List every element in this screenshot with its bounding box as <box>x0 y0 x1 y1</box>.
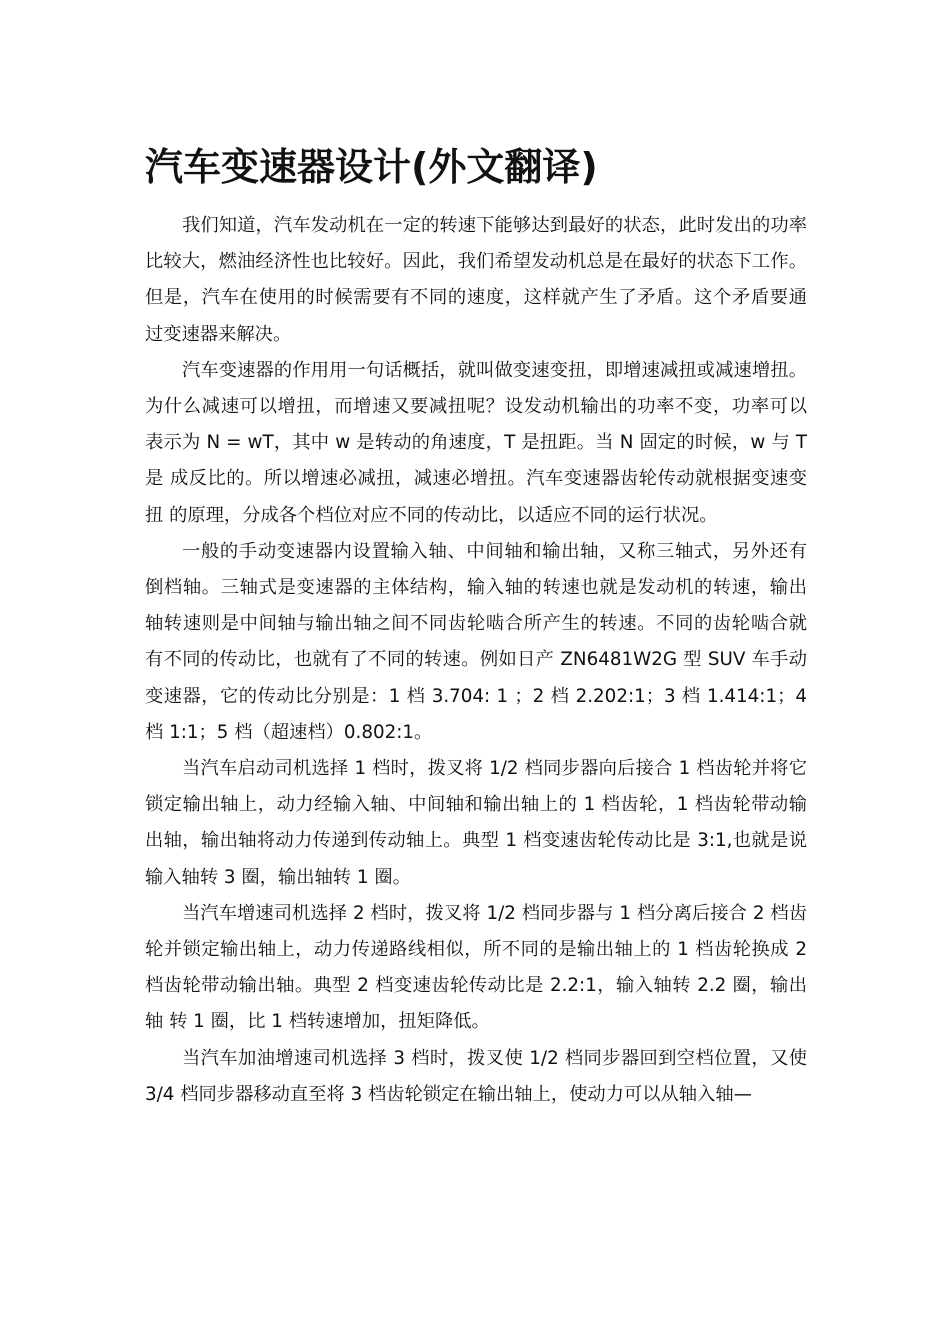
paragraph-6: 当汽车加油增速司机选择 3 档时，拨叉使 1/2 档同步器回到空档位置，又使 3/4 档同步器移动直至将 3 档齿轮锁定在输出轴上，使动力可以从轴入轴— <box>145 1047 807 1105</box>
document-body <box>145 138 807 1113</box>
paragraph-4: 当汽车启动司机选择 1 档时，拨叉将 1/2 档同步器向后接合 1 档齿轮并将它 锁定输出轴上，动力经输入轴、中间轴和输出轴上的 1 档齿轮，1 档齿轮带动输 出轴，输出轴将动力传递到传动轴上。典型 1 档变速齿轮传动比是 3:1,也就是说输入轴转 3 圈，输出轴转 1 圈。 <box>145 758 807 888</box>
paragraph-2: 汽车变速器的作用用一句话概括，就叫做变速变扭，即增速减扭或减速增扭。 为什么减速可以增扭，而增速又要减扭呢？设发动机输出的功率不变，功率可以 表示为 N = wT，其中 w 是转动的角速度，T 是扭距。当 N 固定的时候，w 与 T 是 成反比的。所以增速必减扭，减速必增扭。汽车变速器齿轮传动就根据变速变扭 的原理，分成各个档位对应不同的传动比，以适应不同的运行状况。 <box>145 359 807 526</box>
paragraph-3: 一般的手动变速器内设置输入轴、中间轴和输出轴，又称三轴式，另外还有 倒档轴。三轴式是变速器的主体结构，输入轴的转速也就是发动机的转速，输出 轴转速则是中间轴与输出轴之间不同齿轮啮合所产生的转速。不同的齿轮啮合就 有不同的传动比，也就有了不同的转速。例如日产 ZN6481W2G 型 SUV 车手动 变速器，它的传动比分别是：1 档 3.704: 1 ；2 档 2.202:1；3 档 1.414:1；4 档 1:1；5 档（超速档）0.802:1。 <box>145 540 807 743</box>
document-title: 汽车变速器设计(外文翻译) <box>145 145 598 189</box>
paragraph-5: 当汽车增速司机选择 2 档时，拨叉将 1/2 档同步器与 1 档分离后接合 2 档齿 轮并锁定输出轴上，动力传递路线相似，所不同的是输出轴上的 1 档齿轮换成 2 档齿轮带动输出轴。典型 2 档变速齿轮传动比是 2.2:1，输入轴转 2.2 圈，输出轴 转 1 圈，比 1 档转速增加，扭矩降低。 <box>145 902 807 1033</box>
paragraph-1: 我们知道，汽车发动机在一定的转速下能够达到最好的状态，此时发出的功率比较大，燃油经济性也比较好。因此，我们希望发动机总是在最好的状态下工作。 但是，汽车在使用的时候需要有不同的速度，这样就产生了矛盾。这个矛盾要通 过变速器来解决。 <box>145 215 807 345</box>
